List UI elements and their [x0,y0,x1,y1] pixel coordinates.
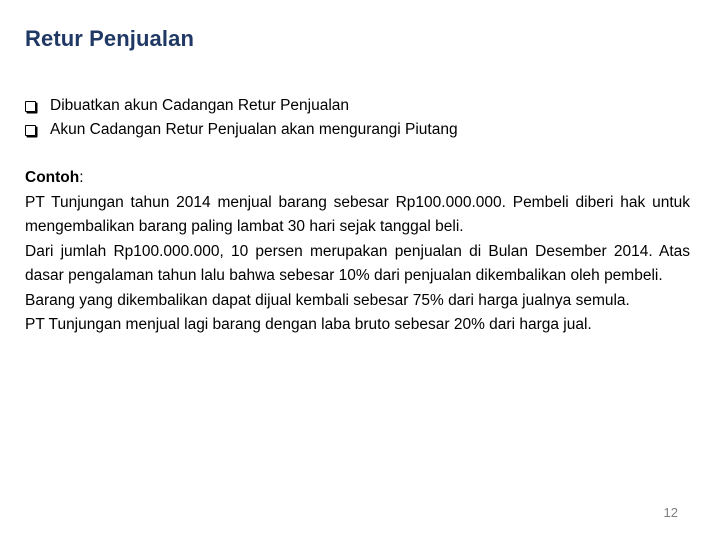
bullet-text: Dibuatkan akun Cadangan Retur Penjualan [50,97,350,114]
example-colon: : [79,169,84,186]
example-paragraph: Dari jumlah Rp100.000.000, 10 persen merupakan penjualan di Bulan Desember 2014. Atas dasar pengalaman tahun lalu bahwa sebesar 10% dari penjualan dikembalikan oleh pembeli. [25,242,690,284]
hollow-square-bullet-icon [25,125,36,136]
bullet-list [25,94,458,142]
example-section [25,166,690,338]
slide-title: Retur Penjualan [25,26,194,51]
hollow-square-bullet-icon [25,101,36,112]
example-paragraph: PT Tunjungan menjual lagi barang dengan laba bruto sebesar 20% dari harga jual. [25,316,592,333]
example-heading [25,166,690,191]
bullet-text: Akun Cadangan Retur Penjualan akan mengurangi Piutang [50,121,458,138]
bullet-item [25,94,458,118]
bullet-item [25,118,458,142]
example-label: Contoh [25,169,80,186]
example-paragraph: Barang yang dikembalikan dapat dijual kembali sebesar 75% dari harga jualnya semula. [25,291,630,309]
page-number: 12 [663,505,678,520]
example-paragraph: PT Tunjungan tahun 2014 menjual barang sebesar Rp100.000.000. Pembeli diberi hak untuk mengembalikan barang paling lambat 30 hari sejak tanggal beli. [25,193,690,235]
